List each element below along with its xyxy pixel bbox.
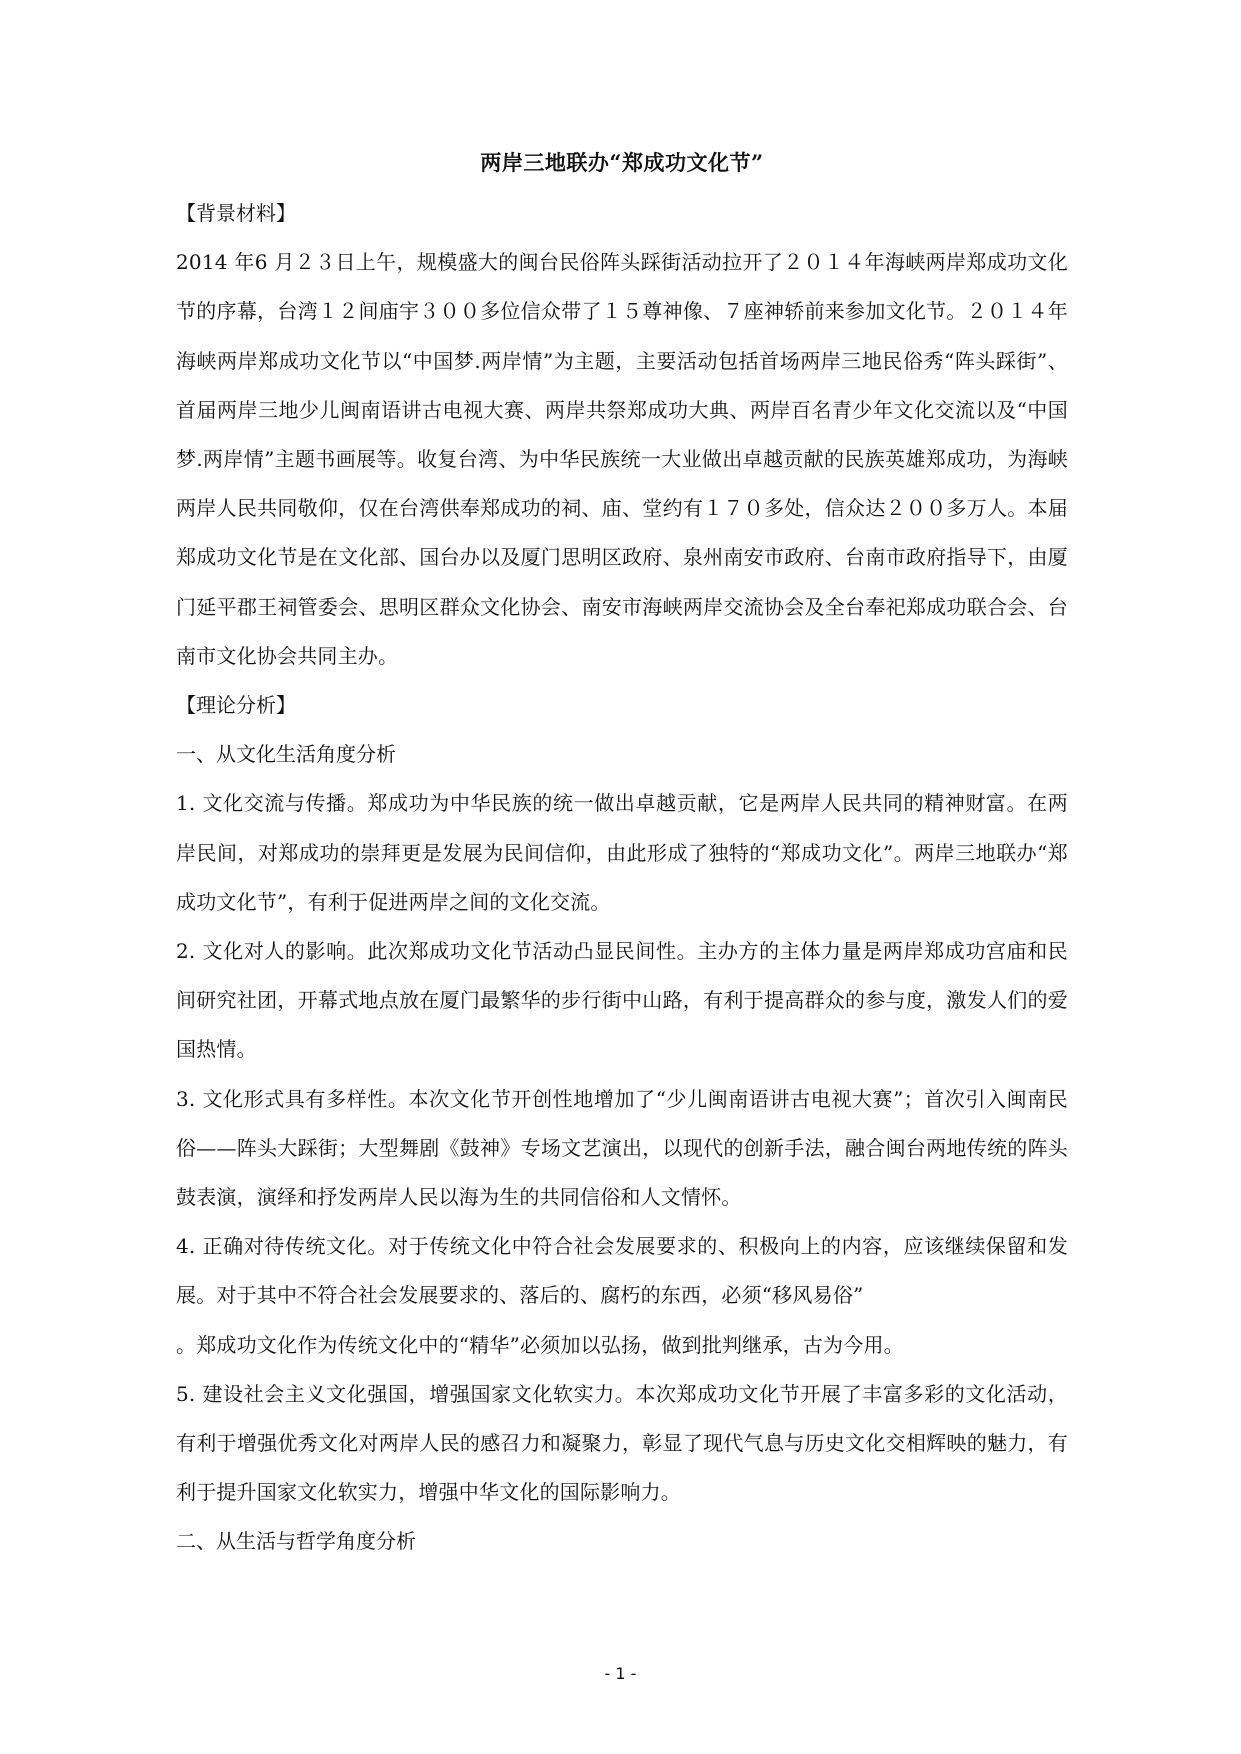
part-heading-philosophy: 二、从生活与哲学角度分析 <box>176 1529 416 1554</box>
analysis-point-1: 1. 文化交流与传播。郑成功为中华民族的统一做出卓越贡献，它是两岸人民共同的精神财富。在两岸民间，对郑成功的崇拜更是发展为民间信仰，由此形成了独特的“郑成功文化”。两岸三地联办“郑成功文化节”，有利于促进两岸之间的文化交流。 <box>176 791 1068 914</box>
analysis-point-3: 3. 文化形式具有多样性。本次文化节开创性地增加了“少儿闽南语讲古电视大赛”；首次引入闽南民俗——阵头大踩街；大型舞剧《鼓神》专场文艺演出，以现代的创新手法，融合闽台两地传统的阵头鼓表演，演绎和抒发两岸人民以海为生的共同信俗和人文情怀。 <box>176 1086 1068 1210</box>
document-title: 两岸三地联办“郑成功文化节” <box>480 150 764 175</box>
analysis-point-5: 5. 建设社会主义文化强国，增强国家文化软实力。本次郑成功文化节开展了丰富多彩的文化活动，有利于增强优秀文化对两岸人民的感召力和凝聚力，彰显了现代气息与历史文化交相辉映的魅力，有利于提升国家文化软实力，增强中华文化的国际影响力。 <box>176 1381 1068 1505</box>
analysis-point-4: 4. 正确对待传统文化。对于传统文化中符合社会发展要求的、积极向上的内容，应该继续保留和发展。对于其中不符合社会发展要求的、落后的、腐朽的东西，必须“移风易俗” <box>176 1234 1068 1308</box>
document-page <box>176 148 1068 1567</box>
analysis-point-4-continued: 。郑成功文化作为传统文化中的“精华”必须加以弘扬，做到批判继承，古为今用。 <box>176 1332 904 1357</box>
page-number: - 1 - <box>604 1664 637 1683</box>
background-paragraph: 2014 年6 月２３日上午，规模盛大的闽台民俗阵头踩街活动拉开了２０１４年海峡两岸郑成功文化节的序幕，台湾１２间庙宇３００多位信众带了１５尊神像、７座神轿前来参加文化节。２０１４年海峡两岸郑成功文化节以“中国梦.两岸情”为主题，主要活动包括首场两岸三地民俗秀“阵头踩街”、首届两岸三地少儿闽南语讲古电视大赛、两岸共祭郑成功大典、两岸百名青少年文化交流以及“中国梦.两岸情”主题书画展等。收复台湾、为中华民族统一大业做出卓越贡献的民族英雄郑成功，为海峡两岸人民共同敬仰，仅在台湾供奉郑成功的祠、庙、堂约有１７０多处，信众达２００多万人。本届郑成功文化节是在文化部、国台办以及厦门思明区政府、泉州南安市政府、台南市政府指导下，由厦门延平郡王祠管委会、思明区群众文化协会、南安市海峡两岸交流协会及全台奉祀郑成功联合会、台南市文化协会共同主办。 <box>176 250 1068 668</box>
analysis-point-2: 2. 文化对人的影响。此次郑成功文化节活动凸显民间性。主办方的主体力量是两岸郑成功宫庙和民间研究社团，开幕式地点放在厦门最繁华的步行街中山路，有利于提高群众的参与度，激发人们的爱国热情。 <box>176 939 1068 1062</box>
part-heading-culture: 一、从文化生活角度分析 <box>176 742 396 767</box>
section-heading-background: 【背景材料】 <box>176 201 296 225</box>
section-heading-analysis: 【理论分析】 <box>176 693 296 718</box>
